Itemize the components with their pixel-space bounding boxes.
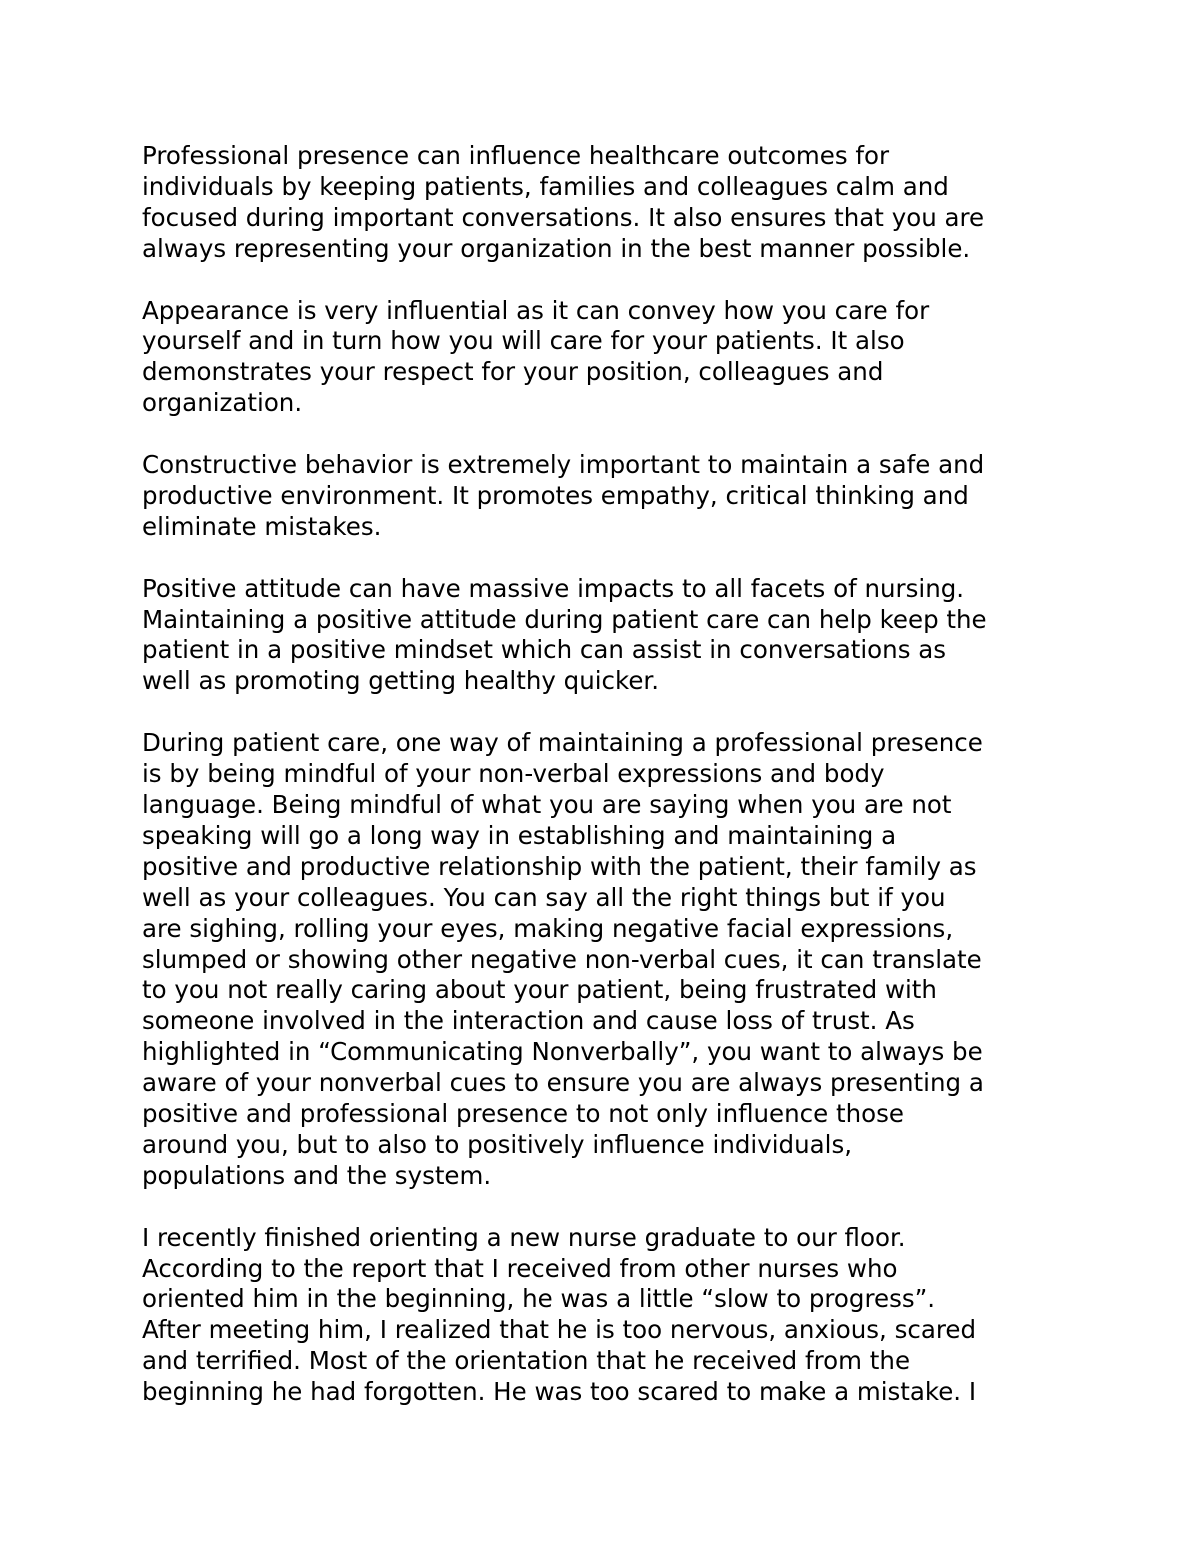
text-line: During patient care, one way of maintaining a professional presence <box>142 728 983 758</box>
text-line: aware of your nonverbal cues to ensure you are always presenting a <box>142 1068 984 1098</box>
text-line: organization. <box>142 388 303 418</box>
text-line: always representing your organization in the best manner possible. <box>142 233 971 263</box>
text-line: I recently finished orienting a new nurse graduate to our floor. <box>142 1222 906 1252</box>
text-line: productive environment. It promotes empathy, critical thinking and <box>142 480 969 510</box>
paragraph <box>142 296 1072 420</box>
text-line: After meeting him, I realized that he is too nervous, anxious, scared <box>142 1315 977 1345</box>
text-line: are sighing, rolling your eyes, making negative facial expressions, <box>142 913 954 943</box>
text-line: According to the report that I received from other nurses who <box>142 1253 898 1283</box>
text-line: well as your colleagues. You can say all the right things but if you <box>142 882 946 912</box>
paragraph <box>142 728 1072 1192</box>
text-line: positive and productive relationship with the patient, their family as <box>142 851 977 881</box>
text-line: around you, but to also to positively influence individuals, <box>142 1129 852 1159</box>
paragraph <box>142 141 1072 265</box>
text-line: populations and the system. <box>142 1160 492 1190</box>
text-line: oriented him in the beginning, he was a little “slow to progress”. <box>142 1284 936 1314</box>
text-line: yourself and in turn how you will care for your patients. It also <box>142 326 905 356</box>
text-line: Maintaining a positive attitude during patient care can help keep the <box>142 604 987 634</box>
text-line: Constructive behavior is extremely important to maintain a safe and <box>142 450 985 480</box>
text-line: demonstrates your respect for your position, colleagues and <box>142 357 884 387</box>
text-line: someone involved in the interaction and cause loss of trust. As <box>142 1006 915 1036</box>
text-line: speaking will go a long way in establishing and maintaining a <box>142 820 897 850</box>
text-line: Positive attitude can have massive impacts to all facets of nursing. <box>142 573 965 603</box>
text-line: well as promoting getting healthy quicker. <box>142 666 660 696</box>
text-line: beginning he had forgotten. He was too scared to make a mistake. I <box>142 1377 977 1407</box>
text-line: patient in a positive mindset which can assist in conversations as <box>142 635 947 665</box>
text-line: is by being mindful of your non-verbal expressions and body <box>142 759 885 789</box>
text-line: positive and professional presence to not only influence those <box>142 1099 904 1129</box>
text-line: individuals by keeping patients, families and colleagues calm and <box>142 171 949 201</box>
text-line: and terrified. Most of the orientation that he received from the <box>142 1346 911 1376</box>
paragraph <box>142 1223 1072 1408</box>
text-line: focused during important conversations. It also ensures that you are <box>142 202 985 232</box>
text-line: Professional presence can influence healthcare outcomes for <box>142 141 890 170</box>
text-line: Appearance is very influential as it can convey how you care for <box>142 295 930 325</box>
text-line: to you not really caring about your patient, being frustrated with <box>142 975 937 1005</box>
text-line: eliminate mistakes. <box>142 511 382 541</box>
text-line: slumped or showing other negative non-verbal cues, it can translate <box>142 944 982 974</box>
text-line: language. Being mindful of what you are saying when you are not <box>142 789 952 819</box>
document-body <box>142 141 1072 1439</box>
text-line: highlighted in “Communicating Nonverbally”, you want to always be <box>142 1037 983 1067</box>
paragraph <box>142 450 1072 543</box>
paragraph <box>142 574 1072 698</box>
